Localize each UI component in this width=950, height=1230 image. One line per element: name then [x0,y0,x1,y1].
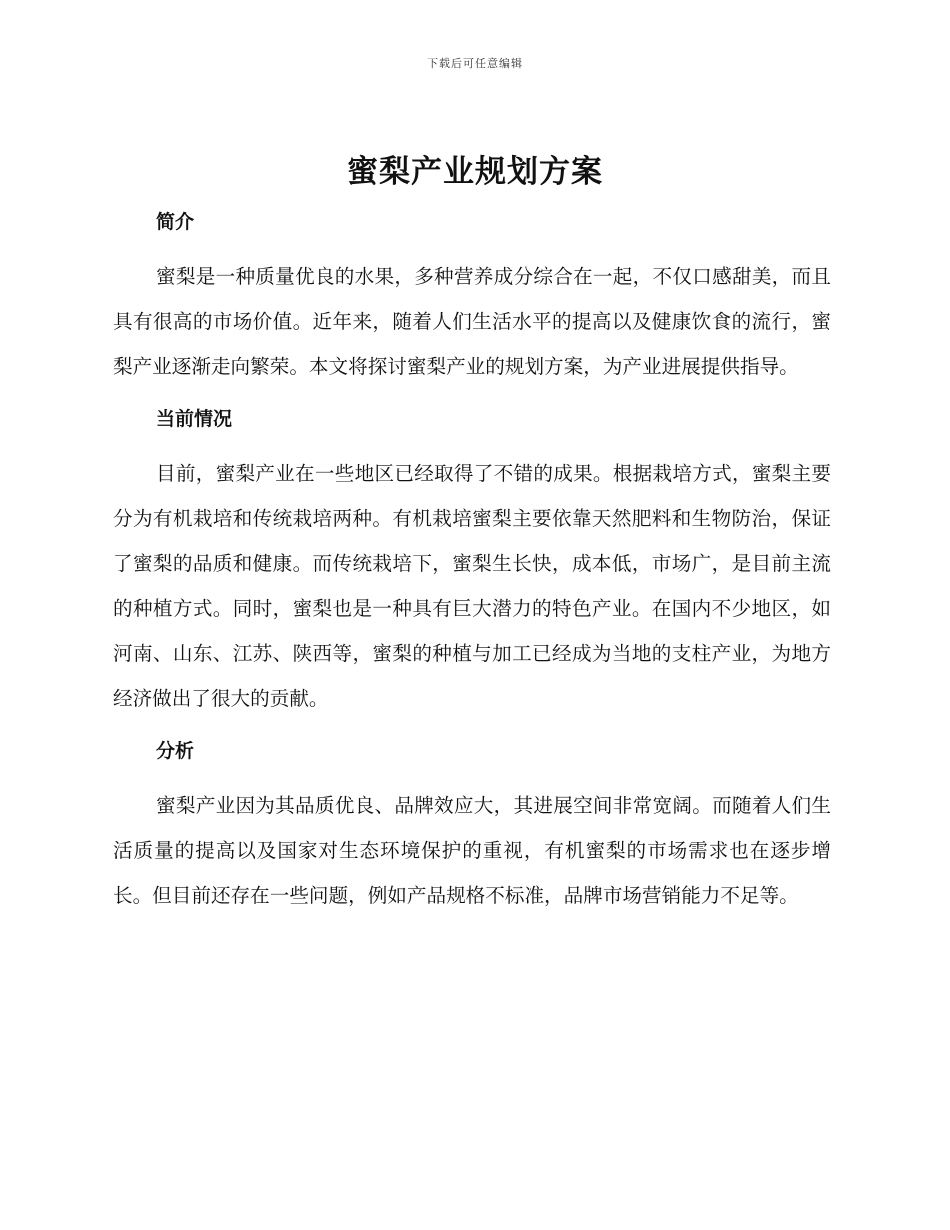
section-heading: 分析 [156,740,195,762]
header-note: 下载后可任意编辑 [427,57,523,70]
section-paragraph: 蜜梨是一种质量优良的水果，多种营养成分综合在一起，不仅口感甜美，而且具有很高的市场价值。近年来，随着人们生活水平的提高以及健康饮食的流行，蜜梨产业逐渐走向繁荣。本文将探讨蜜梨产业的规划方案，为产业进展提供指导。 [113,265,831,378]
section-heading: 当前情况 [156,408,233,430]
section-heading: 简介 [156,211,195,233]
section-analysis [113,731,831,918]
document-body [113,202,831,918]
section-intro [113,202,831,399]
document-title: 蜜梨产业规划方案 [347,154,603,190]
section-paragraph: 蜜梨产业因为其品质优良、品牌效应大，其进展空间非常宽阔。而随着人们生活质量的提高以及国家对生态环境保护的重视，有机蜜梨的市场需求也在逐步增长。但目前还存在一些问题，例如产品规格不标准，品牌市场营销能力不足等。 [113,794,831,907]
section-current-status [113,399,831,731]
section-paragraph: 目前，蜜梨产业在一些地区已经取得了不错的成果。根据栽培方式，蜜梨主要分为有机栽培和传统栽培两种。有机栽培蜜梨主要依靠天然肥料和生物防治，保证了蜜梨的品质和健康。而传统栽培下，蜜梨生长快，成本低，市场广，是目前主流的种植方式。同时，蜜梨也是一种具有巨大潜力的特色产业。在国内不少地区，如河南、山东、江苏、陕西等，蜜梨的种植与加工已经成为当地的支柱产业，为地方经济做出了很大的贡献。 [113,462,831,710]
